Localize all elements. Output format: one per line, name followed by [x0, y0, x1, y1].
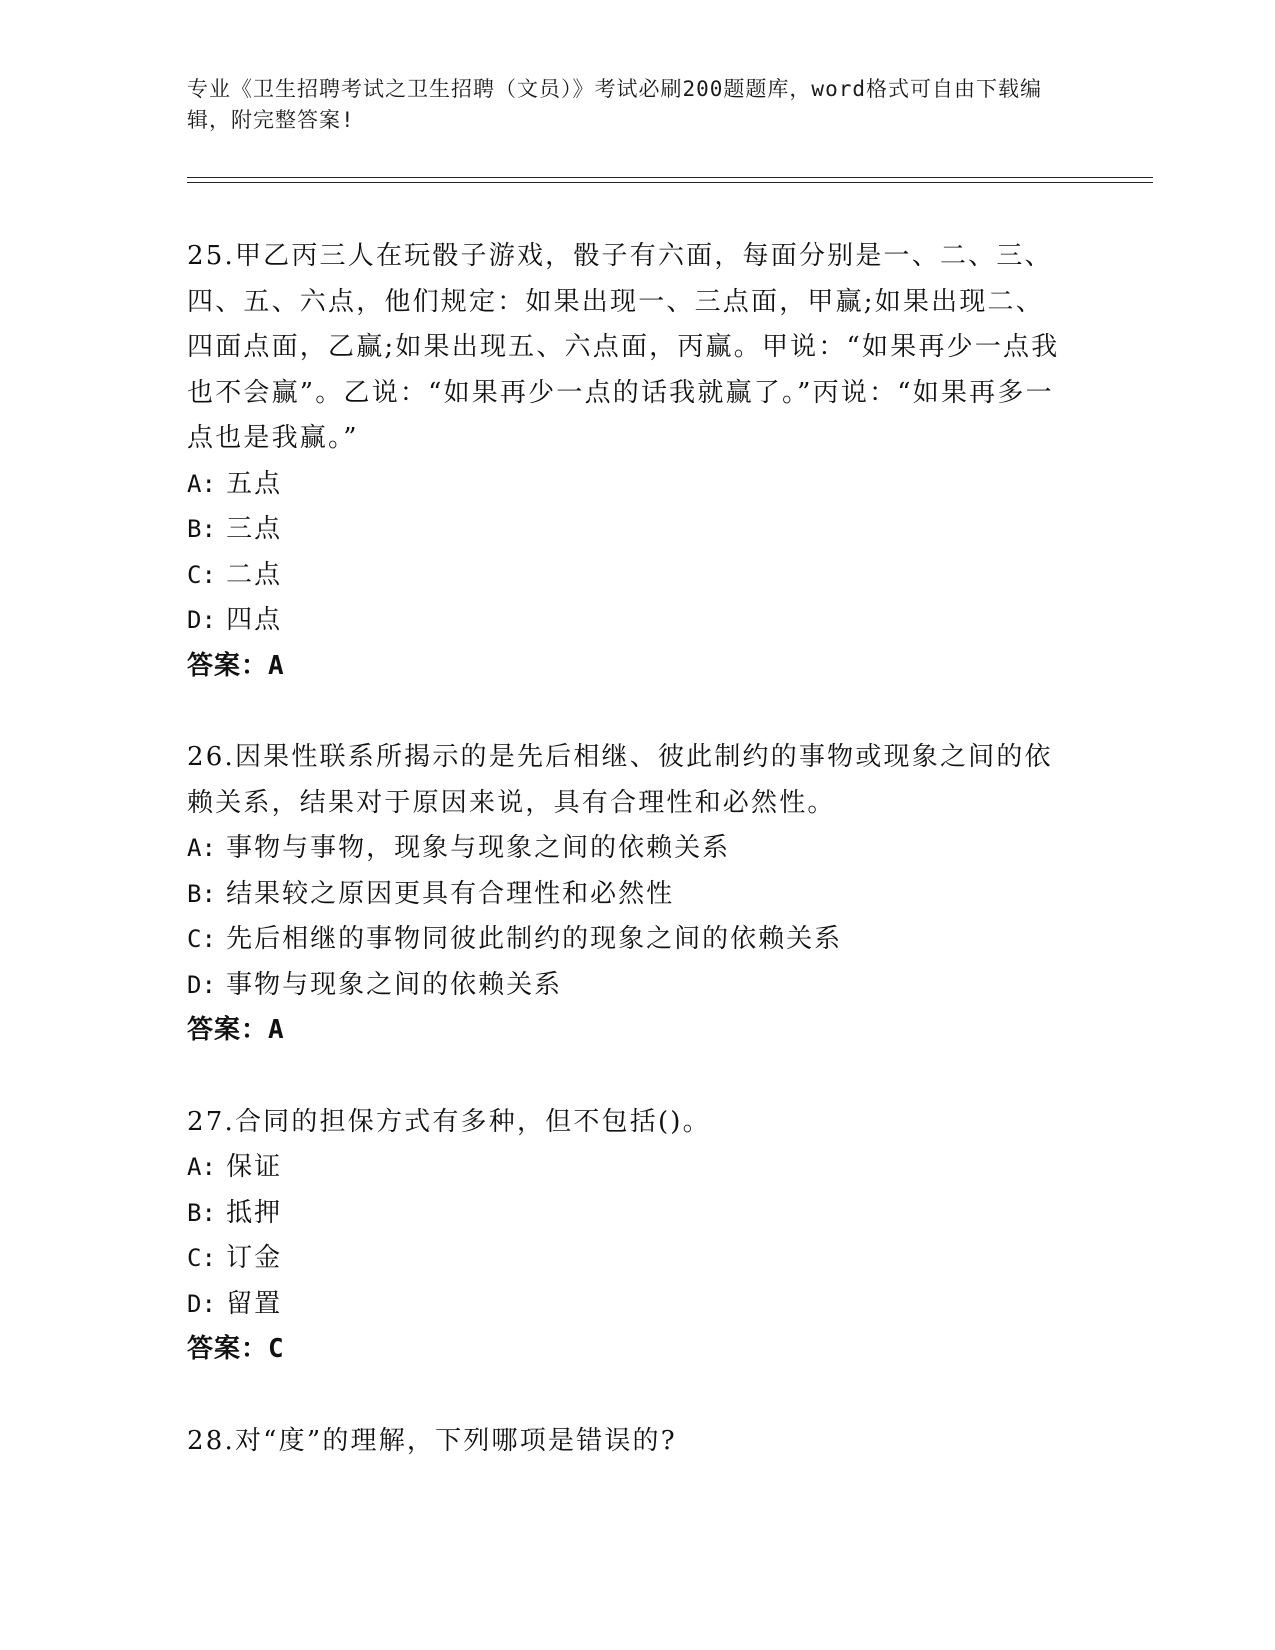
option-text: 留置 — [226, 1288, 283, 1319]
option-d — [187, 963, 1067, 1009]
option-text: 五点 — [226, 468, 283, 499]
option-b — [187, 872, 1067, 918]
question-26 — [187, 735, 1067, 1054]
question-text: 25.甲乙丙三人在玩骰子游戏，骰子有六面，每面分别是一、二、三、四、五、六点，他们规定：如果出现一、三点面，甲赢;如果出现二、四面点面，乙赢;如果出现五、六点面，丙赢。甲说：“如果再少一点我也不会赢”。乙说：“如果再少一点的话我就赢了。”丙说：“如果再多一点也是我赢。” — [187, 241, 1060, 453]
question-25 — [187, 234, 1067, 689]
option-letter: B: — [187, 879, 216, 908]
option-d — [187, 598, 1067, 644]
question-27 — [187, 1100, 1067, 1373]
question-text: 28.对“度”的理解，下列哪项是错误的? — [187, 1425, 677, 1456]
document-intro: 专业《卫生招聘考试之卫生招聘（文员）》考试必刷200题题库，word格式可自由下载编辑，附完整答案! — [187, 77, 1042, 132]
option-a — [187, 826, 1067, 872]
option-letter: D: — [187, 970, 216, 999]
question-list — [187, 234, 1067, 1510]
option-c — [187, 917, 1067, 963]
option-d — [187, 1282, 1067, 1328]
option-letter: D: — [187, 1289, 216, 1318]
option-c — [187, 1236, 1067, 1282]
option-text: 抵押 — [226, 1197, 283, 1228]
option-letter: D: — [187, 606, 216, 634]
option-b — [187, 507, 1067, 553]
option-a — [187, 1145, 1067, 1191]
option-letter: C: — [187, 925, 216, 953]
question-text: 26.因果性联系所揭示的是先后相继、彼此制约的事物或现象之间的依赖关系，结果对于原因来说，具有合理性和必然性。 — [187, 742, 1053, 818]
option-letter: A: — [187, 834, 216, 862]
option-text: 四点 — [226, 605, 283, 635]
option-letter: B: — [187, 1198, 216, 1227]
option-letter: C: — [187, 560, 216, 589]
answer-line: 答案：A — [187, 1015, 285, 1045]
option-a — [187, 462, 1067, 508]
option-letter: A: — [187, 469, 216, 498]
option-b — [187, 1191, 1067, 1237]
header-divider-bottom — [187, 182, 1153, 183]
option-letter: A: — [187, 1153, 216, 1181]
option-text: 订金 — [226, 1243, 283, 1273]
option-text: 保证 — [226, 1152, 283, 1182]
question-28 — [187, 1419, 1067, 1465]
option-text: 二点 — [226, 559, 283, 590]
answer-line: 答案：C — [187, 1334, 285, 1364]
option-text: 结果较之原因更具有合理性和必然性 — [226, 878, 675, 909]
option-text: 事物与现象之间的依赖关系 — [226, 969, 563, 1000]
option-text: 三点 — [226, 514, 283, 544]
option-letter: C: — [187, 1244, 216, 1272]
option-c — [187, 553, 1067, 599]
question-text: 27.合同的担保方式有多种，但不包括()。 — [187, 1106, 711, 1137]
option-text: 先后相继的事物同彼此制约的现象之间的依赖关系 — [226, 924, 843, 954]
option-letter: B: — [187, 515, 216, 543]
header-divider-top — [187, 177, 1153, 178]
option-text: 事物与事物，现象与现象之间的依赖关系 — [226, 833, 731, 863]
answer-line: 答案：A — [187, 650, 285, 681]
